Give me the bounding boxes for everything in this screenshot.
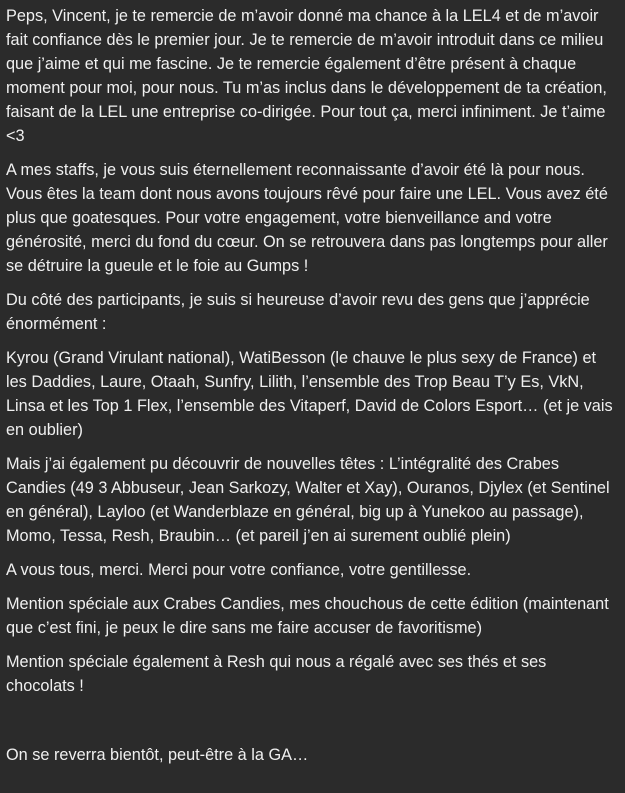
paragraph-mention-resh: Mention spéciale également à Resh qui nous a régalé avec ses thés et ses chocolats ! [6, 653, 547, 695]
paragraph-participants-intro: Du côté des participants, je suis si heureuse d’avoir revu des gens que j’apprécie énormément : [6, 291, 590, 333]
paragraph-thanks-all: A vous tous, merci. Merci pour votre confiance, votre gentillesse. [6, 561, 472, 579]
paragraph-mention-crabes-candies: Mention spéciale aux Crabes Candies, mes chouchous de cette édition (maintenant que c’est fini, je peux le dire sans me faire accuser de favoritisme) [6, 595, 609, 637]
paragraph-thanks-peps-vincent: Peps, Vincent, je te remercie de m’avoir donné ma chance à la LEL4 et de m’avoir fait confiance dès le premier jour. Je te remercie de m’avoir introduit dans ce milieu que j’aime et qui me fascine. Je te remercie également d’être présent à chaque moment pour moi, pour nous. Tu m’as inclus dans le développement de ta création, faisant de la LEL une entreprise co-dirigée. Pour tout ça, merci infiniment. Je t’aime <3 [6, 7, 607, 145]
message-body [6, 4, 618, 777]
paragraph-participants-known: Kyrou (Grand Virulant national), WatiBesson (le chauve le plus sexy de France) et les Daddies, Laure, Otaah, Sunfry, Lilith, l’ensemble des Trop Beau T’y Es, VkN, Linsa et les Top 1 Flex, l’ensemble des Vitaperf, David de Colors Esport… (et je vais en oublier) [6, 349, 613, 439]
paragraph-thanks-staff: A mes staffs, je vous suis éternellement reconnaissante d’avoir été là pour nous. Vous êtes la team dont nous avons toujours rêvé pour faire une LEL. Vous avez été plus que goatesques. Pour votre engagement, votre bienveillance and votre générosité, merci du fond du cœur. On se retrouvera dans pas longtemps pour aller se détruire la gueule et le foie au Gumps ! [6, 161, 608, 275]
blank-line [6, 708, 618, 743]
paragraph-participants-new: Mais j’ai également pu découvrir de nouvelles têtes : L’intégralité des Crabes Candies (49 3 Abbuseur, Jean Sarkozy, Walter et Xay), Ouranos, Djylex (et Sentinel en général), Layloo (et Wanderblaze en général, big up à Yunekoo au passage), Momo, Tessa, Resh, Braubin… (et pareil j’en ai surement oublié plein) [6, 455, 610, 545]
paragraph-closing: On se reverra bientôt, peut-être à la GA… [6, 746, 309, 764]
